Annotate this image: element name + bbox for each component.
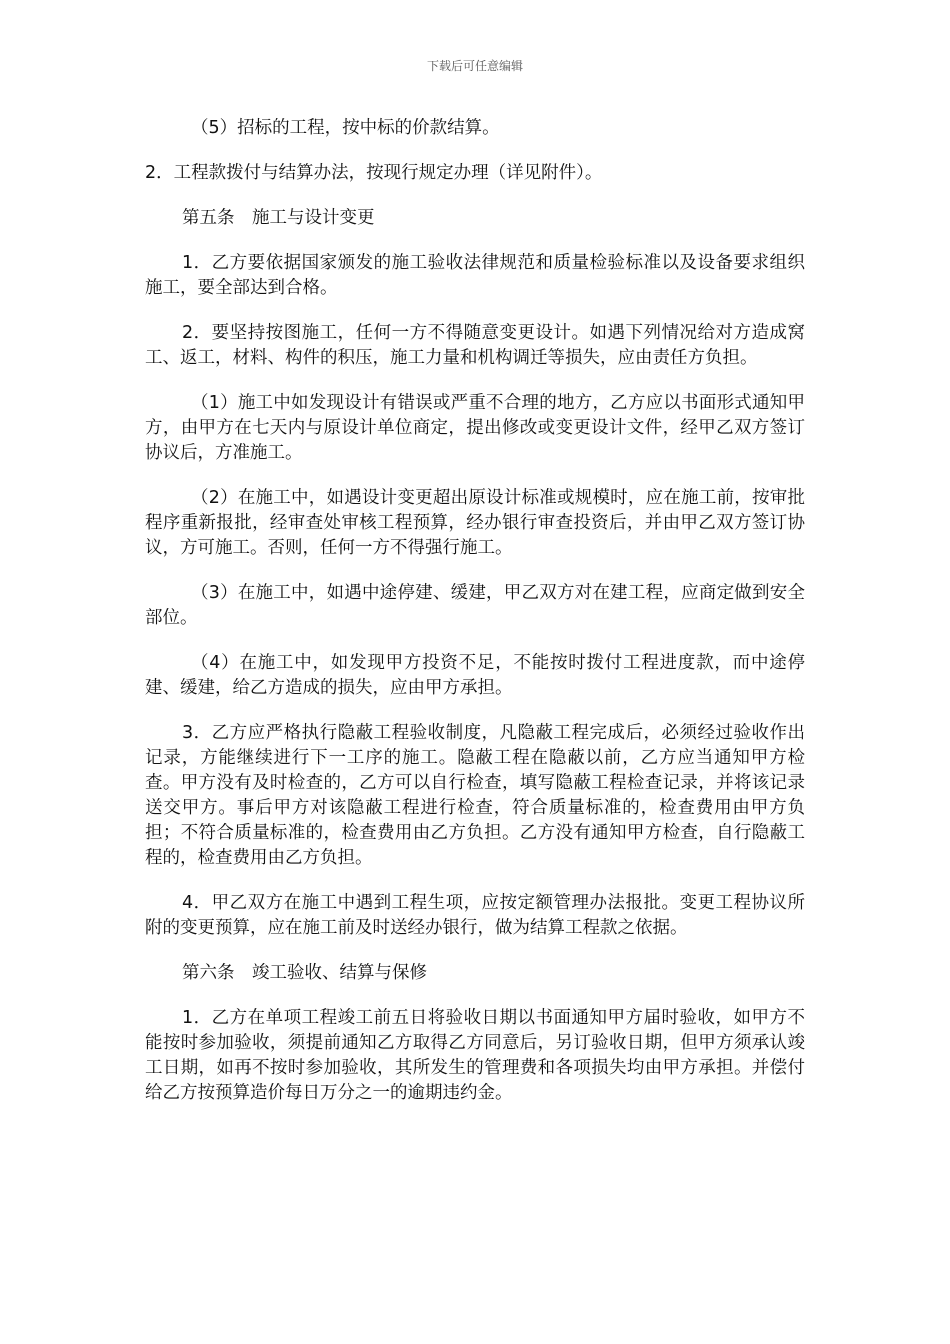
paragraph-5-2-1: （1）施工中如发现设计有错误或严重不合理的地方，乙方应以书面形式通知甲方，由甲方在七天内与原设计单位商定，提出修改或变更设计文件，经甲乙双方签订协议后，方准施工。: [145, 393, 805, 463]
paragraph-5-2-2: （2）在施工中，如遇设计变更超出原设计标准或规模时，应在施工前，按审批程序重新报批，经审查处审核工程预算，经办银行审查投资后，并由甲乙双方签订协议，方可施工。否则，任何一方不得强行施工。: [145, 488, 805, 558]
paragraph-5-2-3: （3）在施工中，如遇中途停建、缓建，甲乙双方对在建工程，应商定做到安全部位。: [145, 583, 805, 628]
paragraph-6-1: 1．乙方在单项工程竣工前五日将验收日期以书面通知甲方届时验收，如甲方不能按时参加验收，须提前通知乙方取得乙方同意后，另订验收日期，但甲方须承认竣工日期，如再不按时参加验收，其所发生的管理费和各项损失均由甲方承担。并偿付给乙方按预算造价每日万分之一的逾期违约金。: [145, 1008, 805, 1103]
article-heading-6: 第六条 竣工验收、结算与保修: [182, 963, 427, 983]
article-heading-5: 第五条 施工与设计变更: [182, 208, 375, 228]
paragraph-5-3: 3．乙方应严格执行隐蔽工程验收制度，凡隐蔽工程完成后，必须经过验收作出记录，方能继续进行下一工序的施工。隐蔽工程在隐蔽以前，乙方应当通知甲方检查。甲方没有及时检查的，乙方可以自行检查，填写隐蔽工程检查记录，并将该记录送交甲方。事后甲方对该隐蔽工程进行检查，符合质量标准的，检查费用由甲方负担；不符合质量标准的，检查费用由乙方负担。乙方没有通知甲方检查，自行隐蔽工程的，检查费用由乙方负担。: [145, 723, 805, 868]
document-body: [145, 116, 805, 1126]
paragraph-5-4: 4．甲乙双方在施工中遇到工程生项，应按定额管理办法报批。变更工程协议所附的变更预算，应在施工前及时送经办银行，做为结算工程款之依据。: [145, 893, 805, 938]
paragraph-5-1: 1．乙方要依据国家颁发的施工验收法律规范和质量检验标准以及设备要求组织施工，要全部达到合格。: [145, 253, 805, 298]
paragraph-5-2: 2．要坚持按图施工，任何一方不得随意变更设计。如遇下列情况给对方造成窝工、返工，材料、构件的积压，施工力量和机构调迁等损失，应由责任方负担。: [145, 323, 805, 368]
paragraph-payment-method: 2．工程款拨付与结算办法，按现行规定办理（详见附件）。: [145, 163, 603, 183]
page-header-note: 下载后可任意编辑: [426, 59, 523, 73]
paragraph-5-2-4: （4）在施工中，如发现甲方投资不足，不能按时拨付工程进度款，而中途停建、缓建，给乙方造成的损失，应由甲方承担。: [145, 653, 805, 698]
paragraph-item-5: （5）招标的工程，按中标的价款结算。: [191, 118, 500, 138]
